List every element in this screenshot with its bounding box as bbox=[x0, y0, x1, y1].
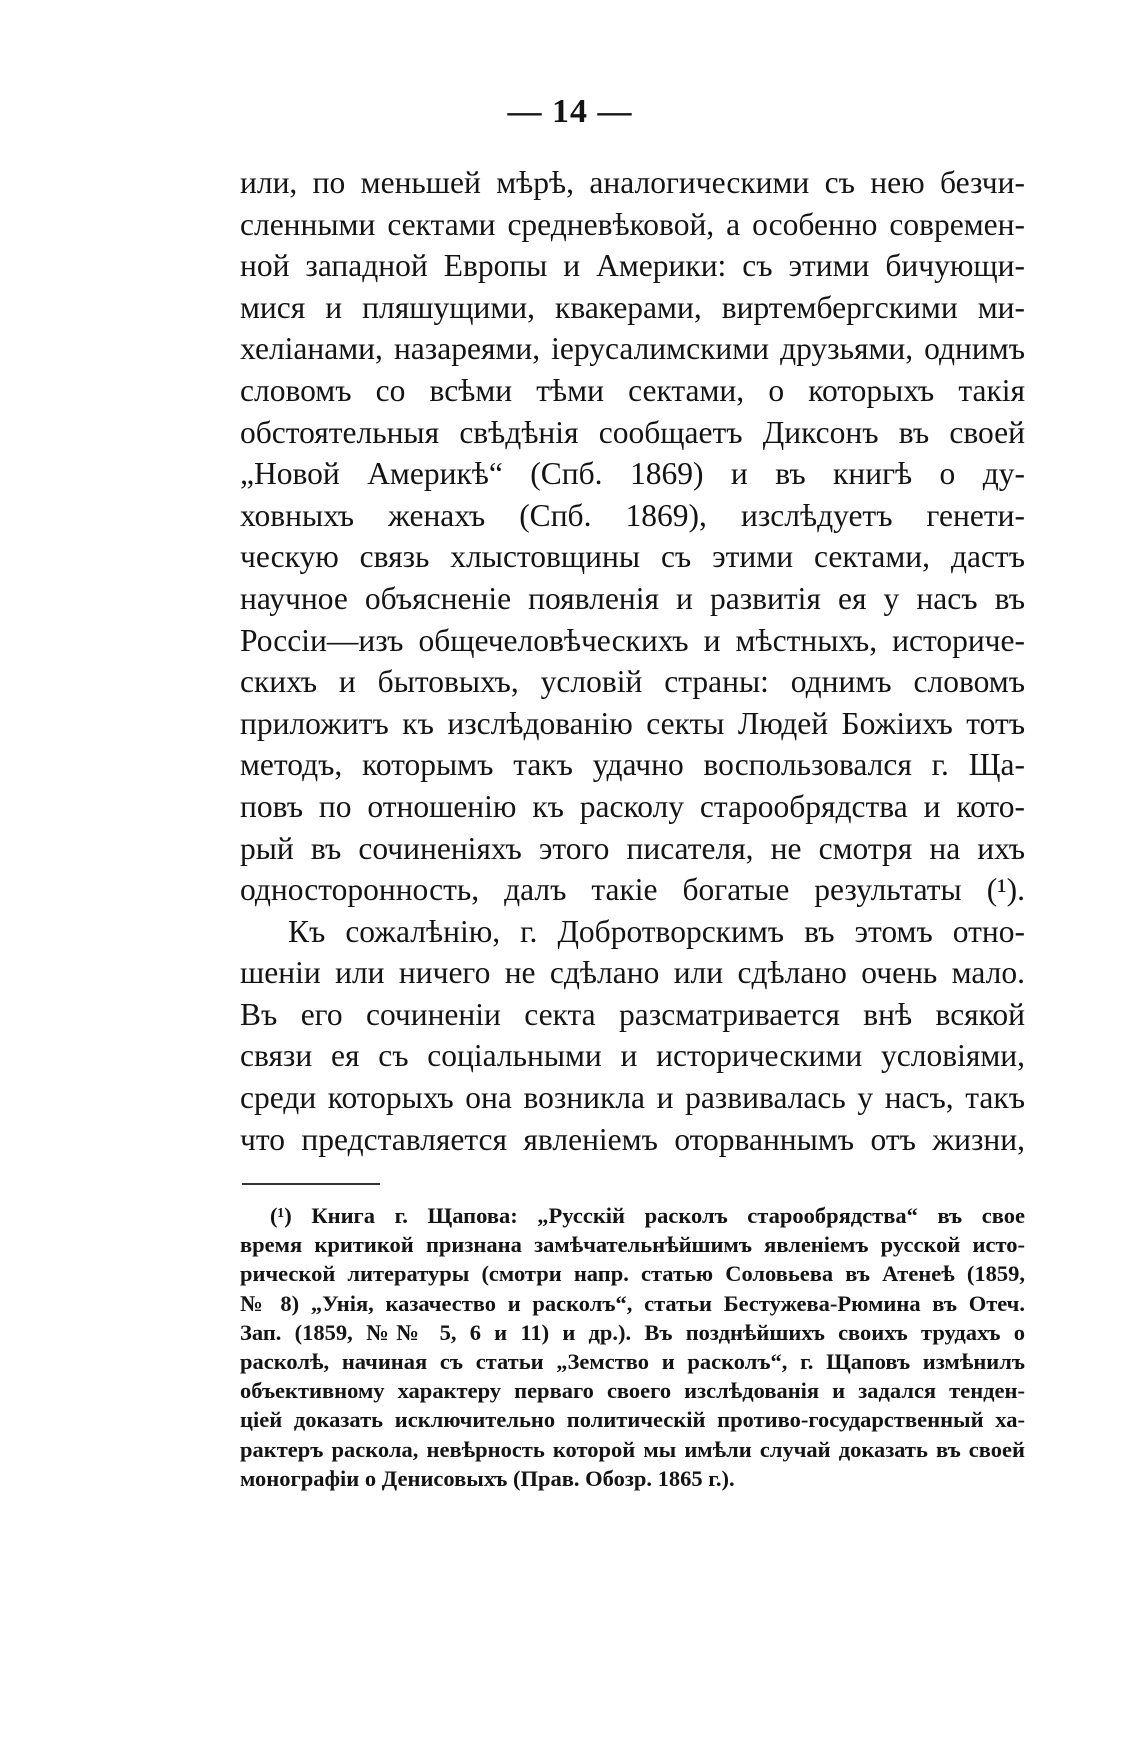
text-line: ховныхъ женахъ (Спб. 1869), изслѣдуетъ генети- bbox=[240, 497, 1025, 533]
footnote-line: ціей доказать исключительно политическій противо-государственный ха- bbox=[240, 1407, 1025, 1433]
footnote-line: рической литературы (смотри напр. статью Соловьева въ Атенеѣ (1859, bbox=[240, 1261, 1025, 1287]
text-line: односторонность, далъ такіе богатые результаты (¹). bbox=[240, 872, 1025, 908]
text-line: научное объясненіе появленія и развитія ея у насъ въ bbox=[240, 580, 1025, 616]
text-line: мися и пляшущими, квакерами, виртембергскими ми- bbox=[240, 289, 1025, 325]
paragraph-start-line: Къ сожалѣнію, г. Добротворскимъ въ этомъ отно- bbox=[288, 913, 1025, 949]
text-line: рый въ сочиненіяхъ этого писателя, не смотря на ихъ bbox=[240, 830, 1025, 866]
text-line: среди которыхъ она возникла и развивалась у насъ, такъ bbox=[240, 1080, 1025, 1116]
footnote-line: № 8) „Унія, казачество и расколъ“, статьи Бестужева-Рюмина въ Отеч. bbox=[240, 1290, 1025, 1316]
text-line: повъ по отношенію къ расколу старообрядства и кото- bbox=[240, 788, 1025, 824]
footnote-line: Зап. (1859, №№ 5, 6 и 11) и др.). Въ позднѣйшихъ своихъ трудахъ о bbox=[240, 1319, 1025, 1345]
text-line: связи ея съ соціальными и историческими условіями, bbox=[240, 1038, 1025, 1074]
footnote-divider bbox=[242, 1183, 380, 1185]
footnote-line: монографіи о Денисовыхъ (Прав. Обозр. 1865 г.). bbox=[240, 1465, 735, 1491]
main-text bbox=[240, 162, 1025, 1160]
text-line: хеліанами, назареями, іерусалимскими друзьями, однимъ bbox=[240, 331, 1025, 367]
footnote bbox=[240, 1201, 1025, 1493]
footnote-line: объективному характеру перваго своего изслѣдованія и задался тенден- bbox=[240, 1378, 1025, 1404]
text-line: методъ, которымъ такъ удачно воспользовался г. Ща- bbox=[240, 747, 1025, 783]
text-line: „Новой Америкѣ“ (Спб. 1869) и въ книгѣ о ду- bbox=[240, 456, 1025, 492]
text-line: или, по меньшей мѣрѣ, аналогическими съ нею безчи- bbox=[240, 165, 1025, 200]
footnote-line: расколѣ, начиная съ статьи „Земство и расколъ“, г. Щаповъ измѣнилъ bbox=[240, 1348, 1025, 1374]
text-line: Россіи—изъ общечеловѣческихъ и мѣстныхъ, историче- bbox=[240, 622, 1025, 658]
text-line: ной западной Европы и Америки: съ этими бичующи- bbox=[240, 248, 1025, 284]
text-line: шеніи или ничего не сдѣлано или сдѣлано очень мало. bbox=[240, 955, 1025, 991]
text-line: обстоятельныя свѣдѣнія сообщаетъ Диксонъ въ своей bbox=[240, 414, 1025, 450]
text-line: ческую связь хлыстовщины съ этими сектами, дастъ bbox=[240, 539, 1025, 575]
footnote-line: рактеръ раскола, невѣрность которой мы имѣли случай доказать въ своей bbox=[240, 1436, 1025, 1462]
text-line: скихъ и бытовыхъ, условій страны: однимъ словомъ bbox=[240, 664, 1025, 700]
text-line: что представляется явленіемъ оторваннымъ отъ жизни, bbox=[240, 1121, 1025, 1157]
footnote-line: время критикой признана замѣчательнѣйшимъ явленіемъ русской исто- bbox=[240, 1232, 1025, 1258]
text-line: словомъ со всѣми тѣми сектами, о которыхъ такія bbox=[240, 372, 1025, 408]
text-line: Въ его сочиненіи секта разсматривается внѣ всякой bbox=[240, 996, 1025, 1032]
text-line: сленными сектами средневѣковой, а особенно современ- bbox=[240, 206, 1025, 242]
page-number: — 14 — bbox=[507, 93, 633, 130]
footnote-line: (¹) Книга г. Щапова: „Русскій расколъ старообрядства“ въ свое bbox=[270, 1203, 1025, 1228]
text-line: приложитъ къ изслѣдованію секты Людей Божіихъ тотъ bbox=[240, 705, 1025, 741]
